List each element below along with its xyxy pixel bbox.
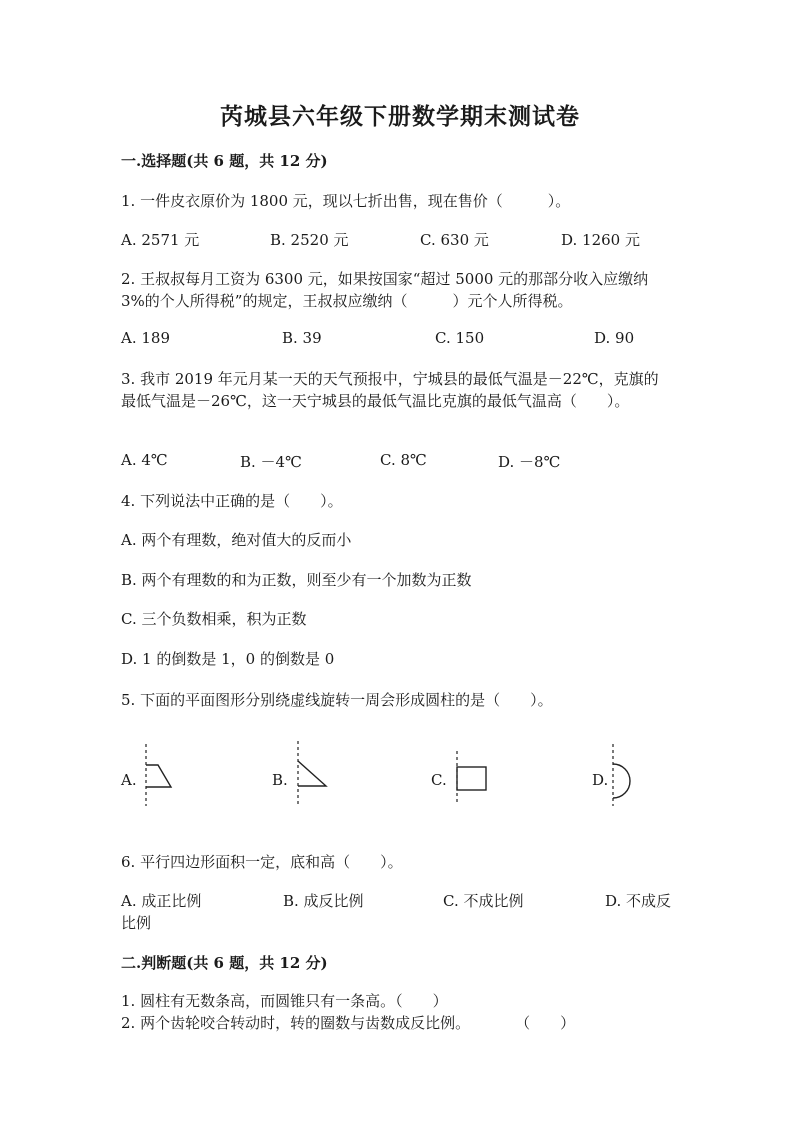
q5-figure-a-trapezoid — [140, 744, 180, 808]
q5-figure-c-rectangle — [451, 751, 491, 805]
question-4-text: 4. 下列说法中正确的是（ ）。 — [121, 492, 343, 510]
q2-option-b: B. 39 — [282, 329, 322, 347]
section-heading-choice: 一.选择题(共 6 题，共 12 分) — [121, 152, 328, 170]
question-2-line1: 2. 王叔叔每月工资为 6300 元，如果按国家“超过 5000 元的那部分收入应缴纳 — [121, 270, 649, 288]
question-6-text: 6. 平行四边形面积一定，底和高（ ）。 — [121, 853, 403, 871]
q5-option-c-label: C. — [431, 771, 447, 789]
page-title: 芮城县六年级下册数学期末测试卷 — [220, 103, 580, 130]
q6-option-b: B. 成反比例 — [283, 892, 364, 910]
question-5-text: 5. 下面的平面图形分别绕虚线旋转一周会形成圆柱的是（ ）。 — [121, 691, 553, 709]
q1-option-c: C. 630 元 — [420, 231, 489, 249]
q4-option-a: A. 两个有理数，绝对值大的反而小 — [121, 531, 352, 549]
q4-option-b: B. 两个有理数的和为正数，则至少有一个加数为正数 — [121, 571, 472, 589]
q4-option-c: C. 三个负数相乘，积为正数 — [121, 610, 307, 628]
question-3-line2: 最低气温是－26℃，这一天宁城县的最低气温比克旗的最低气温高（ ）。 — [121, 392, 630, 410]
q5-figure-b-triangle — [292, 741, 332, 807]
q6-option-a: A. 成正比例 — [121, 892, 202, 910]
q3-option-a: A. 4℃ — [121, 451, 168, 469]
question-2-line2: 3%的个人所得税”的规定，王叔叔应缴纳（ ）元个人所得税。 — [121, 292, 573, 310]
section-heading-judgement: 二.判断题(共 6 题，共 12 分) — [121, 954, 328, 972]
q5-option-a-label: A. — [121, 771, 137, 789]
question-3-line1: 3. 我市 2019 年元月某一天的天气预报中，宁城县的最低气温是－22℃，克旗的 — [121, 370, 659, 388]
q3-option-d: D. －8℃ — [498, 453, 561, 471]
q6-option-c: C. 不成比例 — [443, 892, 524, 910]
q2-option-d: D. 90 — [594, 329, 635, 347]
q1-option-d: D. 1260 元 — [561, 231, 640, 249]
q5-option-d-label: D. — [592, 771, 609, 789]
q1-option-b: B. 2520 元 — [270, 231, 349, 249]
q6-option-d-wrap: 比例 — [121, 914, 152, 932]
judgement-item-2: 2. 两个齿轮咬合转动时，转的圈数与齿数成反比例。 （ ） — [121, 1014, 576, 1032]
q3-option-c: C. 8℃ — [380, 451, 427, 469]
question-1-text: 1. 一件皮衣原价为 1800 元，现以七折出售，现在售价（ ）。 — [121, 192, 571, 210]
q3-option-b: B. －4℃ — [240, 453, 302, 471]
q5-option-b-label: B. — [272, 771, 288, 789]
q5-figure-d-semicircle — [607, 744, 647, 808]
q2-option-a: A. 189 — [121, 329, 170, 347]
q2-option-c: C. 150 — [435, 329, 485, 347]
q4-option-d: D. 1 的倒数是 1，0 的倒数是 0 — [121, 650, 335, 668]
q1-option-a: A. 2571 元 — [121, 231, 200, 249]
q6-option-d: D. 不成反 — [605, 892, 672, 910]
judgement-item-1: 1. 圆柱有无数条高，而圆锥只有一条高。（ ） — [121, 992, 448, 1010]
